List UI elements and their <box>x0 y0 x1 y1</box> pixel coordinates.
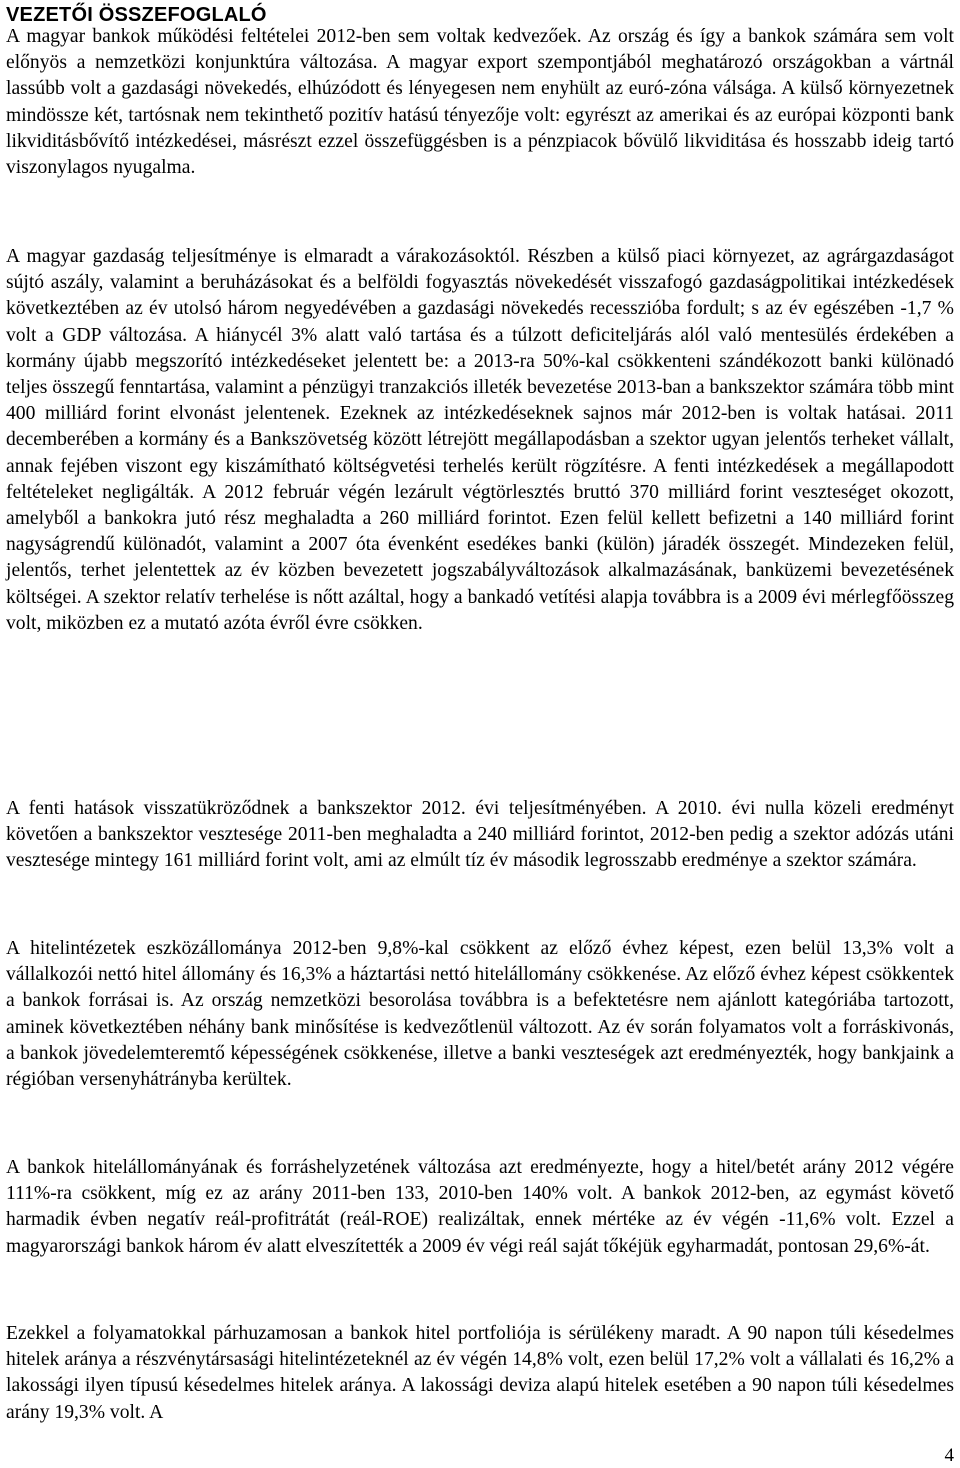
page-number: 4 <box>944 1445 954 1466</box>
paragraph-economy-performance: A magyar gazdaság teljesítménye is elmaradt a várakozásoktól. Részben a külső piaci környezet, az agrárgazdaságot sújtó aszály, valamint a beruházásokat és a belföldi fogyasztás növekedését visszafogó gazdaságpolitikai intézkedések következtében az év utolsó három negyedévében a gazdasági növekedés recesszióba fordult; s az év egészében -1,7 % volt a GDP változása. A hiánycél 3% alatt való tartása és a túlzott deficiteljárás alól való mentesülés érdekében a kormány újabb megszorító intézkedéseket jelentett be: a 2013-ra 50%-kal csökkenteni szándékozott banki különadó teljes összegű fenntartása, valamint a pénzügyi tranzakciós illeték bevezetése 2013-ban a bankszektor számára több mint 400 milliárd forint elvonást jelentenek. Ezeknek az intézkedéseknek sajnos már 2012-ben is voltak hatásai. 2011 decemberében a kormány és a Bankszövetség között létrejött megállapodásban a szektor ugyan jelentős terheket vállalt, annak fejében viszont egy kiszámítható költségvetési terhelés került rögzítésre. A fenti intézkedések a megállapodott feltételeket negligálták. A 2012 február végén lezárult végtörlesztés bruttó 370 milliárd forint veszteséget okozott, amelyből a bankokra jutó rész meghaladta a 260 milliárd forintot. Ezen felül kellett befizetni a 140 milliárd forint nagyságrendű különadót, valamint a 2007 óta évenként esedékes banki (külön) járadék összegét. Mindezeken felül, jelentős, terhet jelentettek az év közben bevezetett jogszabályváltozások alkalmazásának, banküzemi bevezetésének költségei. A szektor relatív terhelése is nőtt azáltal, hogy a bankadó vetítési alapja továbbra is a 2009 évi mérlegfőösszeg volt, miközben ez a mutató azóta évről évre csökken. <box>6 246 954 634</box>
paragraph-assets: A hitelintézetek eszközállománya 2012-ben 9,8%-kal csökkent az előző évhez képest, ezen belül 13,3% volt a vállalkozói nettó hitel állomány és 16,3% a háztartási nettó hitelállomány csökkenése. Az előző évhez képest csökkentek a bankok forrásai is. Az ország nemzetközi besorolása továbbra is a befektetésre nem ajánlott kategóriába tartozott, aminek következtében néhány bank minősítése is kedvezőtlenül változott. Az év során folyamatos volt a forráskivonás, a bankok jövedelemteremtő képességének csökkenése, illetve a banki veszteségek azt eredményezték, hogy bankjaink a régióban versenyhátrányba kerültek. <box>6 938 954 1091</box>
paragraph-sector-losses: A fenti hatások visszatükröződnek a bankszektor 2012. évi teljesítményében. A 2010. évi nulla közeli eredményt követően a bankszektor vesztesége 2011-ben meghaladta a 240 milliárd forintot, 2012-ben pedig a szektor adózás utáni vesztesége mintegy 161 milliárd forint volt, ami az elmúlt tíz év második legrosszabb eredménye a szektor számára. <box>6 798 954 872</box>
page-title: VEZETŐI ÖSSZEFOGLALÓ <box>6 4 267 26</box>
paragraph-economic-conditions: A magyar bankok működési feltételei 2012-ben sem voltak kedvezőek. Az ország és így a bankok számára sem volt előnyös a nemzetközi konjunktúra változása. A magyar export szempontjából meghatározó országokban a vártnál lassúbb volt a gazdasági növekedés, elhúzódott és lényegesen nem enyhült az euró-zóna válsága. A külső környezetnek mindössze két, tartósnak nem tekinthető pozitív hatású tényezője volt: egyrészt az amerikai és az európai központi bank likviditásbővítő intézkedései, másrészt ezzel összefüggésben is a pénzpiacok bővülő likviditása és hosszabb ideig tartó viszonylagos nyugalma. <box>6 26 954 179</box>
paragraph-loan-portfolio: Ezekkel a folyamatokkal párhuzamosan a bankok hitel portfoliója is sérülékeny maradt. A 90 napon túli késedelmes hitelek aránya a részvénytársasági hitelintézeteknél az év végén 14,8% volt, ezen belül 17,2% volt a vállalati és 16,2% a lakossági ilyen típusú késedelmes hitelek aránya. A lakossági deviza alapú hitelek esetében a 90 napon túli késedelmes arány 19,3% volt. A <box>6 1323 954 1423</box>
paragraph-loan-deposit-ratio: A bankok hitelállományának és forráshelyzetének változása azt eredményezte, hogy a hitel/betét arány 2012 végére 111%-ra csökkent, míg ez az arány 2011-ben 133, 2010-ben 140% volt. A bankok 2012-ben, az egymást követő harmadik évben negatív reál-profitrátát (reál-ROE) realizáltak, ennek mértéke az év végén -11,6% volt. Ezzel a magyarországi bankok három év alatt elveszítették a 2009 év végi reál saját tőkéjük egyharmadát, pontosan 29,6%-át. <box>6 1157 954 1257</box>
